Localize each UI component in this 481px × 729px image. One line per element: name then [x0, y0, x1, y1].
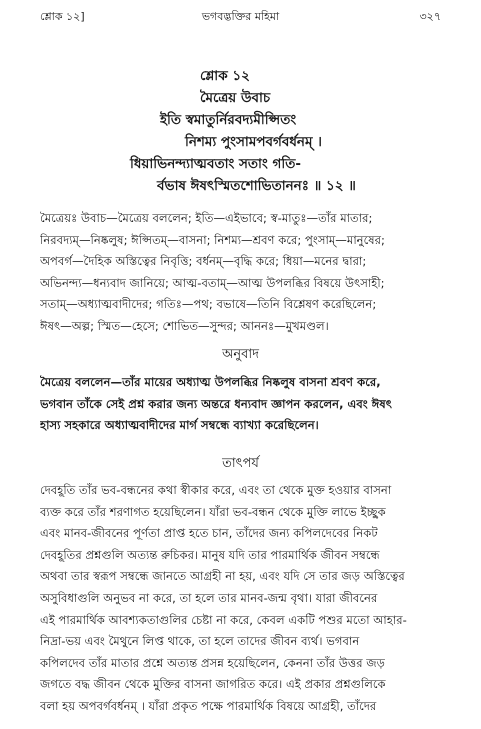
purport-line: ব্যক্ত করে তাঁর শরণাগত হয়েছিলেন। যাঁরা ভব-বন্ধন থেকে মুক্তি লাভে ইচ্ছুক: [40, 504, 386, 519]
purport-line: অথবা তার স্বরূপ সম্বন্ধে জানতে আগ্রহী না হয়, এবং যদি সে তার জড় অস্তিত্বের: [40, 569, 405, 584]
running-head-title: ভগবদ্ভক্তির মহিমা: [201, 10, 280, 23]
page-number: ৩২৭: [419, 10, 441, 23]
synonyms-line: সতাম্—অধ্যাত্মবাদীদের; গতিঃ—পথ; বভাষে—তিনি বিশ্লেষণ করেছিলেন;: [40, 297, 377, 312]
purport-line: নিদ্রা-ভয় এবং মৈথুনে লিপ্ত থাকে, তা হলে তাদের জীবন ব্যর্থ। ভগবান: [40, 634, 360, 649]
purport-line: জগতে বদ্ধ জীবন থেকে মুক্তির বাসনা জাগরিত করে। এই প্রকার প্রশ্নগুলিকে: [40, 677, 386, 692]
translation-line: ভগবান তাঁকে সেই প্রশ্ন করার জন্য অন্তরে ধন্যবাদ জ্ঞাপন করলেন, এবং ঈষৎ: [40, 396, 392, 411]
translation-line: মৈত্রেয় বললেন—তাঁর মায়ের অধ্যাত্ম উপলব্ধির নিষ্কলুষ বাসনা শ্রবণ করে,: [40, 375, 381, 389]
purport-heading: তাৎপর্য: [222, 456, 259, 471]
purport-text: [40, 480, 453, 718]
verse-line-1: ইতি স্বমাতুর্নিরবদ্যমীপ্সিতং: [160, 112, 297, 128]
verse-line-4: র্বভাষ ঈষৎস্মিতশোভিতাননঃ ॥ ১২ ॥: [157, 178, 356, 194]
verse-number: শ্লোক ১২: [200, 68, 250, 84]
synonyms-line: ঈষৎ—অল্প; স্মিত—হেসে; শোভিত—সুন্দর; আননঃ—মুখমণ্ডল।: [40, 318, 329, 333]
translation-text: [40, 372, 453, 437]
synonyms-line: মৈত্রেয়ঃ উবাচ—মৈত্রেয় বললেন; ইতি—এইভাবে; স্ব-মাতুঃ—তাঁর মাতার;: [40, 211, 373, 225]
purport-line: এবং মানব-জীবনের পূর্ণতা প্রাপ্ত হতে চান, তাঁদের জন্য কপিলদেবের নিকট: [40, 526, 378, 541]
verse-speaker: মৈত্রেয় উবাচ: [200, 90, 271, 106]
purport-line: কপিলদেব তাঁর মাতার প্রশ্নে অত্যন্ত প্রসন্ন হয়েছিলেন, কেননা তাঁর উত্তর জড়: [40, 655, 385, 670]
verse-line-2: নিশম্য পুংসামপবর্গবর্ধনম্ ।: [185, 134, 323, 150]
synonyms-line: অপবর্গ—দৈহিক অস্তিত্বের নিবৃত্তি; বর্ধনম্—বৃদ্ধি করে; ধিয়া—মনের দ্বারা;: [40, 254, 367, 269]
purport-line: এই পারমার্থিক আবশ্যকতাগুলির চেষ্টা না করে, কেবল একটি পশুর মতো আহার-: [40, 612, 407, 627]
purport-line: দেবহূতি তাঁর ভব-বন্ধনের কথা স্বীকার করে, এবং তা থেকে মুক্ত হওয়ার বাসনা: [40, 483, 392, 497]
running-head: [40, 8, 441, 26]
purport-line: অসুবিধাগুলি অনুভব না করে, তা হলে তার মানব-জন্ম বৃথা। যারা জীবনের: [40, 590, 378, 605]
translation-line: হাস্য সহকারে অধ্যাত্মবাদীদের মার্গ সম্বন্ধে ব্যাখ্যা করেছিলেন।: [40, 418, 319, 433]
purport-line: দেবহূতির প্রশ্নগুলি অত্যন্ত রুচিকর। মানুষ যদি তার পারমার্থিক জীবন সম্বন্ধে: [40, 547, 380, 562]
running-head-left: শ্লোক ১২]: [40, 10, 85, 23]
synonyms-line: অভিনন্দ্য—ধন্যবাদ জানিয়ে; আত্ম-বতাম্—আত্ম উপলব্ধির বিষয়ে উৎসাহী;: [40, 275, 385, 290]
synonyms-line: নিরবদ্যম্—নিষ্কলুষ; ঈপ্সিতম্—বাসনা; নিশম্য—শ্রবণ করে; পুংসাম্—মানুষের;: [40, 232, 385, 247]
translation-heading: অনুবাদ: [222, 347, 259, 362]
verse-line-3: ধিয়াভিনন্দ্যাত্মবতাং সতাং গতি-: [130, 156, 301, 172]
synonyms: [40, 208, 453, 338]
purport-line: বলা হয় অপবর্গবর্ধনম্ । যাঁরা প্রকৃত পক্ষে পারমার্থিক বিষয়ে আগ্রহী, তাঁদের: [40, 698, 377, 713]
